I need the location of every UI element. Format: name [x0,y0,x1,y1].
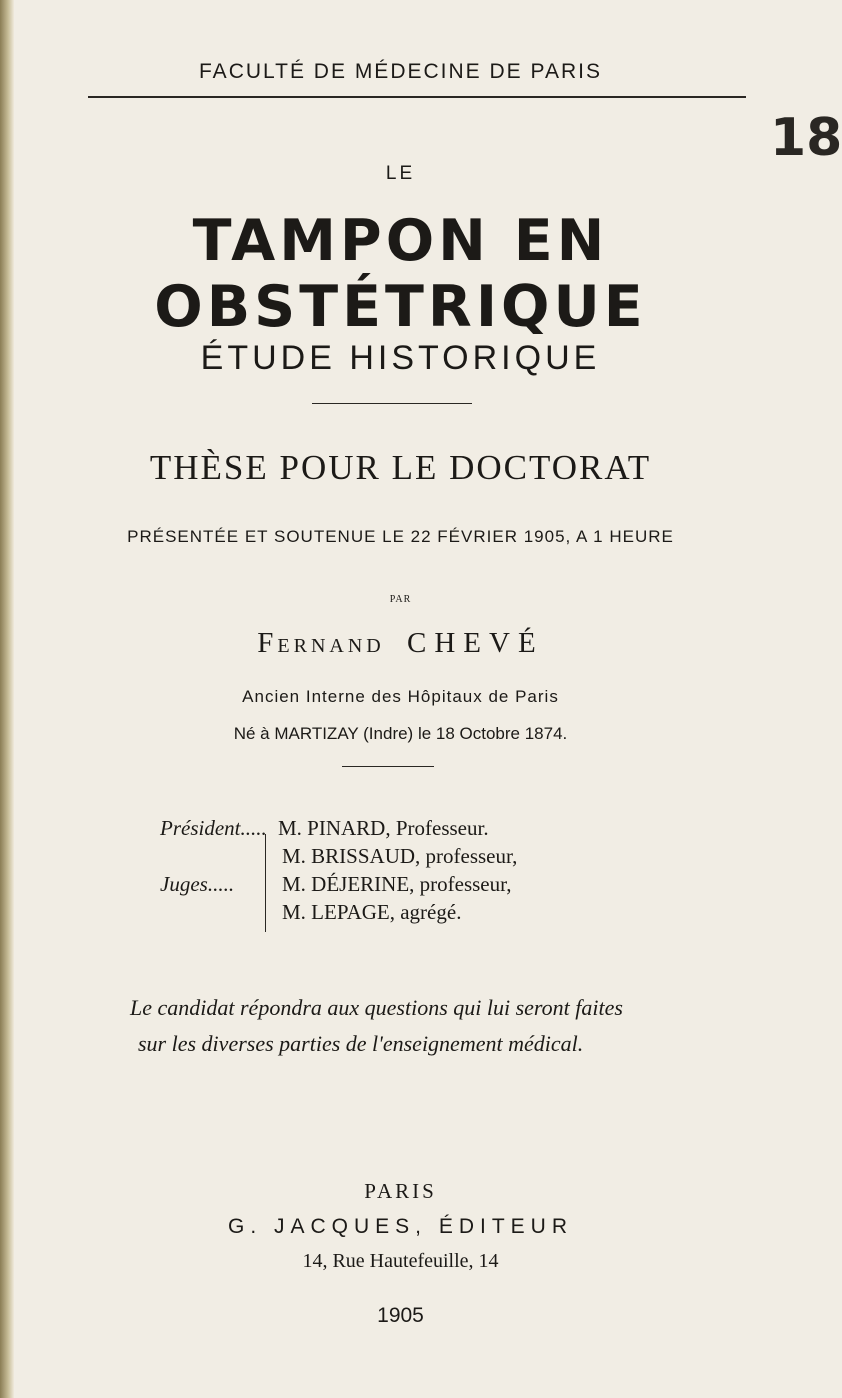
defense-date: PRÉSENTÉE ET SOUTENUE LE 22 FÉVRIER 1905, A 1 HEURE [127,527,674,546]
subtitle: ÉTUDE HISTORIQUE [200,339,601,377]
title-article: LE [385,163,416,184]
judges-brace [265,834,272,932]
publisher-address: 14, Rue Hautefeuille, 14 [302,1250,499,1272]
faculty-header: FACULTÉ DE MÉDECINE DE PARIS [199,60,602,83]
candidate-note [130,990,623,1062]
divider [342,766,434,767]
note-line: sur les diverses parties de l'enseignement médical. [138,1031,584,1056]
author-title: Ancien Interne des Hôpitaux de Paris [242,687,559,706]
publication-year: 1905 [377,1304,424,1327]
divider [312,403,472,404]
corner-mark: 18 [770,108,842,168]
main-title: TAMPON EN OBSTÉTRIQUE [154,208,647,340]
note-line: Le candidat répondra aux questions qui lui seront faites [130,995,623,1020]
author-first-name: Fernand [257,627,385,659]
judge-item: M. BRISSAUD, professeur, [282,844,518,868]
publisher-city: PARIS [364,1179,437,1203]
judge-item: M. LEPAGE, agrégé. [282,900,462,924]
president-label: Président..... [160,816,267,840]
header-rule [88,96,746,98]
by-label: PAR [389,594,412,605]
author-birth: Né à MARTIZAY (Indre) le 18 Octobre 1874. [233,724,568,743]
thesis-heading: THÈSE POUR LE DOCTORAT [149,448,652,487]
author-name [0,627,801,660]
publisher-name: G. JACQUES, ÉDITEUR [227,1215,574,1238]
president-name: M. PINARD, Professeur. [277,816,489,840]
author-last-name: CHEVÉ [407,627,544,659]
judges-label: Juges..... [160,872,235,896]
judge-item: M. DÉJERINE, professeur, [282,872,512,896]
